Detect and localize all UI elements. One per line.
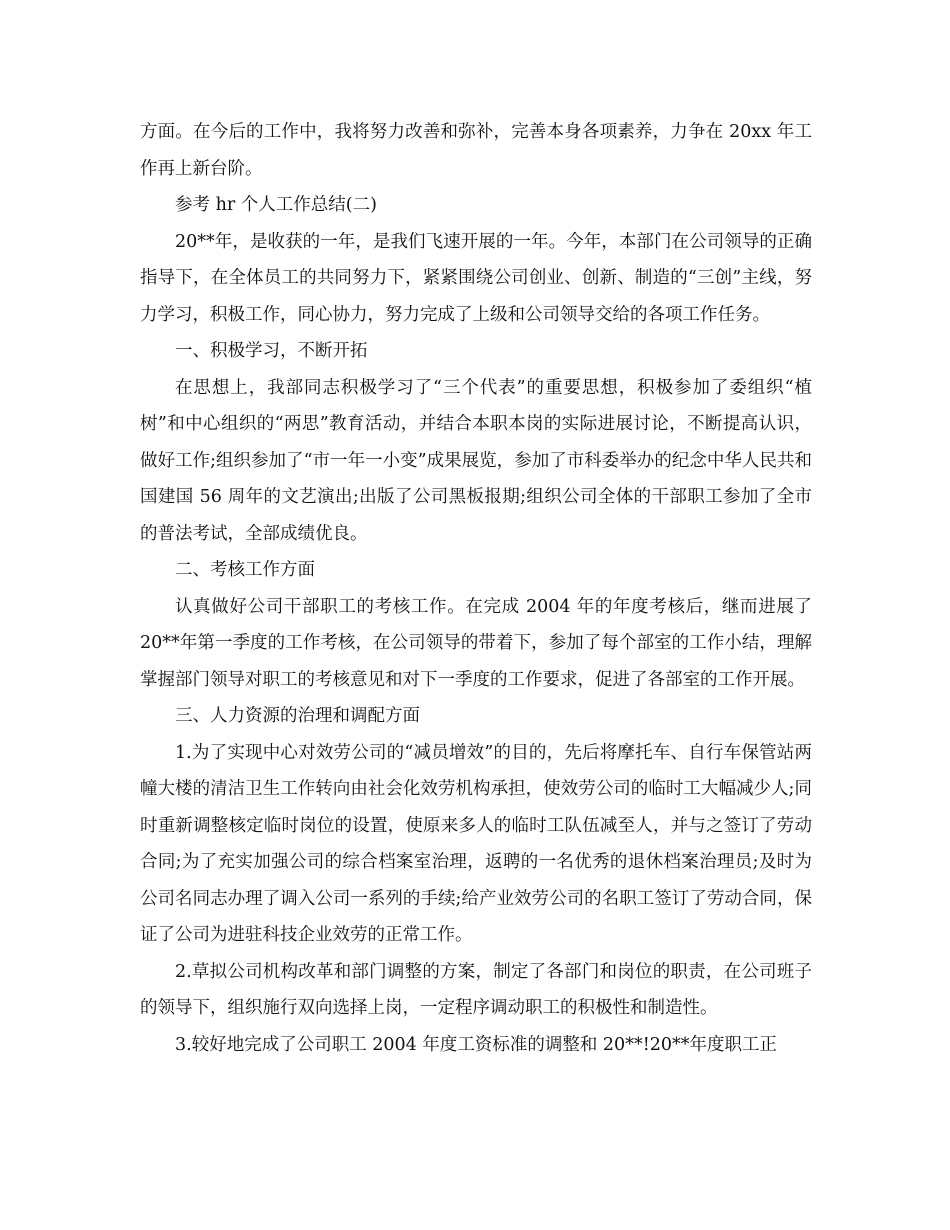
- paragraph: 在思想上，我部同志积极学习了“三个代表”的重要思想，积极参加了委组织“植树”和中心组织的“两思”教育活动，并结合本职本岗的实际进展讨论，不断提高认识，做好工作;组织参加了“市一年一小变”成果展览，参加了市科委举办的纪念中华人民共和国建国 56 周年的文艺演出;出版了公司黑板报期;组织公司全体的干部职工参加了全市的普法考试，全部成绩优良。: [140, 377, 812, 544]
- section-title: 参考 hr 个人工作总结(二): [175, 195, 377, 215]
- list-item: 3.较好地完成了公司职工 2004 年度工资标准的调整和 20**!20**年度职工正: [175, 1034, 777, 1055]
- section-heading: 一、积极学习，不断开拓: [175, 341, 368, 361]
- paragraph-continuation: 方面。在今后的工作中，我将努力改善和弥补，完善本身各项素养，力争在 20xx 年工作再上新台阶。: [140, 122, 812, 179]
- paragraph: 20**年，是收获的一年，是我们飞速开展的一年。今年，本部门在公司领导的正确指导下，在全体员工的共同努力下，紧紧围绕公司创业、创新、制造的“三创”主线，努力学习，积极工作，同心协力，努力完成了上级和公司领导交给的各项工作任务。: [140, 231, 812, 325]
- document-body: [140, 114, 812, 1063]
- list-item: 1.为了实现中心对效劳公司的“减员增效”的目的，先后将摩托车、自行车保管站两幢大楼的清洁卫生工作转向由社会化效劳机构承担，使效劳公司的临时工大幅减少人;同时重新调整核定临时岗位的设置，使原来多人的临时工队伍减至人，并与之签订了劳动合同;为了充实加强公司的综合档案室治理，返聘的一名优秀的退休档案治理员;及时为公司名同志办理了调入公司一系列的手续;给产业效劳公司的名职工签订了劳动合同，保证了公司为进驻科技企业效劳的正常工作。: [140, 742, 812, 945]
- list-item: 2.草拟公司机构改革和部门调整的方案，制定了各部门和岗位的职责，在公司班子的领导下，组织施行双向选择上岗，一定程序调动职工的积极性和制造性。: [140, 961, 812, 1018]
- paragraph: 认真做好公司干部职工的考核工作。在完成 2004 年的年度考核后，继而进展了 20**年第一季度的工作考核，在公司领导的带着下，参加了每个部室的工作小结，理解掌握部门领导对职工的考核意见和对下一季度的工作要求，促进了各部室的工作开展。: [140, 596, 812, 690]
- section-heading: 三、人力资源的治理和调配方面: [175, 706, 420, 726]
- section-heading: 二、考核工作方面: [175, 560, 315, 580]
